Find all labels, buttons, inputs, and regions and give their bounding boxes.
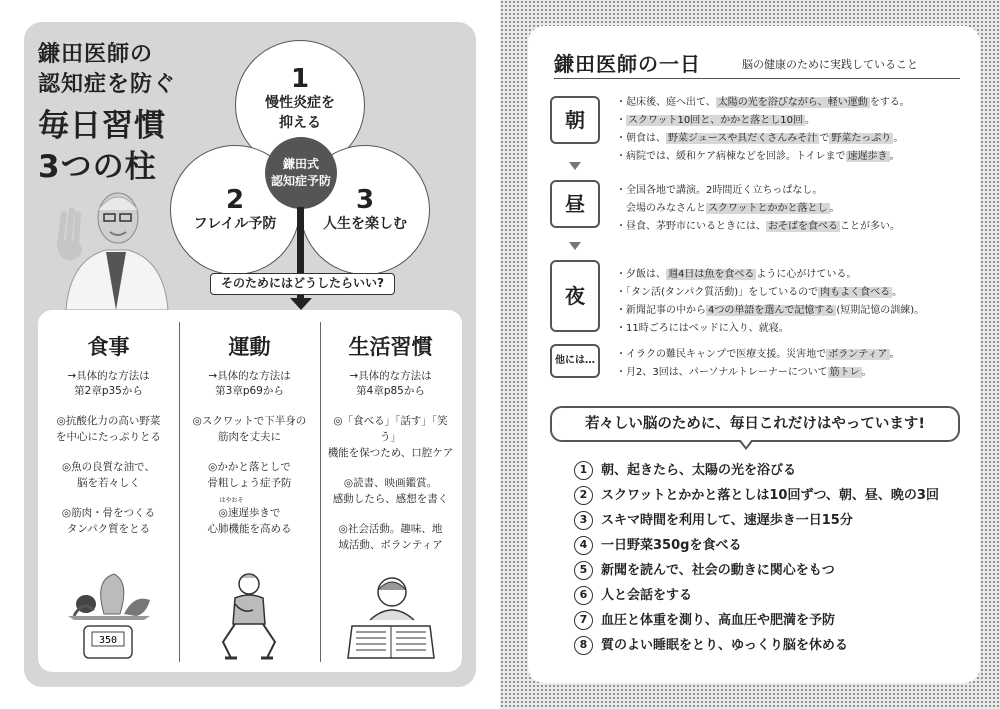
scale-reading: 350 (98, 635, 118, 646)
activity-text: ・11時ごろにはベッドに入り、就寝。 (616, 323, 789, 334)
title-line-2: 認知症を防ぐ (38, 72, 177, 97)
activity-line (616, 148, 966, 166)
rule-number: 7 (574, 611, 593, 630)
tip-item (38, 413, 179, 445)
tip-line: 骨粗しょう症予防 (207, 477, 292, 489)
activity-text: 。 (889, 151, 900, 162)
tip-item (320, 521, 461, 553)
vegetables-scale-illustration (64, 570, 154, 662)
night-label: 夜 (550, 260, 600, 332)
column-exercise (179, 310, 320, 672)
center-badge-line-1: 鎌田式 (282, 157, 319, 171)
list-item (574, 533, 964, 558)
activity-highlight: 肉もよく食べる (820, 287, 891, 298)
activity-line (616, 320, 966, 338)
activity-line (616, 130, 966, 148)
tip-line: ◎魚の良質な油で、 (62, 461, 155, 473)
rule-text: 新聞を読んで、社会の動きに関心をもつ (601, 562, 835, 578)
activity-text: ように心がけている。 (756, 269, 857, 280)
activity-line (616, 284, 966, 302)
rule-number: 4 (574, 536, 593, 555)
newspaper-reading-illustration (346, 570, 436, 662)
rule-number: 5 (574, 561, 593, 580)
other-label: 他には… (550, 344, 600, 378)
activity-highlight: おそばを食べる (768, 221, 838, 232)
column-heading: 生活習慣 (348, 335, 433, 359)
reference-line: 第4章p85から (356, 385, 425, 397)
down-arrow-icon (290, 298, 312, 310)
reference-line: →具体的な方法は (208, 370, 291, 382)
activity-highlight: ボランティア (828, 349, 888, 360)
activity-text: 。 (804, 115, 815, 126)
column-lifestyle (320, 310, 461, 672)
activity-text: ・朝食は、 (616, 133, 666, 144)
title-underline (554, 78, 960, 79)
activity-text: 会場のみなさんと (616, 203, 706, 214)
activity-line (616, 364, 966, 382)
tip-line: 脳を若々しく (77, 477, 140, 489)
right-panel (528, 26, 980, 683)
right-page (500, 0, 1000, 709)
list-item (574, 508, 964, 533)
activity-text: 。 (889, 349, 900, 360)
morning-label: 朝 (550, 96, 600, 144)
column-reference (179, 369, 320, 399)
activity-text: ・病院では、緩和ケア病棟などを回診。トイレまで (616, 151, 846, 162)
activity-highlight: 太陽の光を浴びながら、軽い運動 (717, 97, 868, 108)
tip-line: 感動したら、感想を書く (332, 493, 449, 505)
column-reference (320, 369, 461, 399)
activity-text: ・「タン活(タンパク質活動)」をしているので (616, 287, 819, 298)
tip-item (179, 413, 320, 445)
list-item (574, 558, 964, 583)
doctor-photo (56, 180, 176, 310)
other-activities (616, 346, 966, 382)
daily-rules-list (574, 458, 964, 658)
activity-line (616, 182, 966, 200)
question-banner: そのためにはどうしたらいい? (210, 273, 395, 295)
tip-line: ◎社会活動。趣味、地 (338, 523, 443, 535)
activity-text: ・起床後、庭へ出て、 (616, 97, 716, 108)
rule-text: 血圧と体重を測り、高血圧や肥満を予防 (601, 612, 836, 628)
activity-highlight: 野菜たっぷり (831, 133, 892, 144)
tip-line: 筋肉を丈夫に (218, 431, 281, 443)
list-item (574, 608, 964, 633)
activity-text: で (819, 133, 830, 144)
rule-number: 3 (574, 511, 593, 530)
tip-line: ◎抗酸化力の高い野菜 (56, 415, 161, 427)
activity-line (616, 346, 966, 364)
rule-number: 8 (574, 636, 593, 655)
tip-line: ◎速遅歩きで (218, 507, 281, 519)
activity-text: ・新聞記事の中から (616, 305, 706, 316)
activity-text: ことが多い。 (840, 221, 900, 232)
tip-item (179, 459, 320, 491)
daily-subtitle: 脳の健康のために実践していること (742, 58, 918, 71)
tip-line: ◎スクワットで下半身の (192, 415, 307, 427)
activity-line (616, 302, 966, 320)
activity-highlight: 速遅歩き (847, 151, 888, 162)
tip-line: ◎読書、映画鑑賞。 (343, 477, 438, 489)
reference-line: 第2章p35から (74, 385, 143, 397)
list-item (574, 583, 964, 608)
tip-line: 心肺機能を高める (207, 523, 292, 535)
tip-line: を中心にたっぷりとる (56, 431, 161, 443)
activity-line (616, 112, 966, 130)
list-item (574, 458, 964, 483)
tip-item (38, 505, 179, 537)
tip-line: ◎「食べる」「話す」「笑う」 (333, 415, 448, 443)
activity-line (616, 200, 966, 218)
title-line-4: 3つの柱 (38, 149, 157, 185)
rule-number: 2 (574, 486, 593, 505)
activity-text: 。 (892, 287, 903, 298)
down-triangle-icon (569, 162, 581, 170)
noon-label: 昼 (550, 180, 600, 228)
activity-text: ・月2、3回は、パーソナルトレーナーについて (616, 367, 828, 378)
pillar-label: 人生を楽しむ (323, 216, 407, 232)
reference-line: →具体的な方法は (67, 370, 150, 382)
list-item (574, 633, 964, 658)
list-item (574, 483, 964, 508)
bubble-tail-inner (740, 439, 752, 447)
rule-text: 人と会話をする (601, 587, 693, 603)
pillar-number: 3 (355, 185, 375, 215)
tip-item (320, 413, 461, 461)
pillar-label: 抑える (279, 115, 321, 131)
column-reference (38, 369, 179, 399)
tip-line: タンパク質をとる (66, 523, 151, 535)
daily-title: 鎌田医師の一日 (554, 52, 701, 76)
activity-text: ・昼食、茅野市にいるときには、 (616, 221, 766, 232)
rule-text: 質のよい睡眠をとり、ゆっくり脳を休める (601, 637, 848, 653)
pillar-label: 慢性炎症を (265, 95, 335, 111)
night-activities (616, 266, 966, 338)
activity-text: (短期記憶の訓練)。 (836, 305, 925, 316)
activity-text: ・ (616, 115, 626, 126)
tip-line: ◎かかと落としで (208, 461, 291, 473)
methods-card (38, 310, 462, 672)
down-triangle-icon (569, 242, 581, 250)
activity-text: ・全国各地で講演。2時間近く立ちっぱなし。 (616, 185, 823, 196)
activity-line (616, 266, 966, 284)
activity-highlight: 野菜ジュースや具だくさんみそ汁 (668, 133, 818, 144)
reference-line: →具体的な方法は (349, 370, 432, 382)
morning-activities (616, 94, 966, 166)
activity-highlight: 週4日は魚を食べる (668, 269, 755, 280)
ruby-annotation: はやおそ (219, 497, 244, 504)
noon-activities (616, 182, 966, 236)
rule-text: スキマ時間を利用して、速遅歩き一日15分 (601, 512, 853, 528)
pillar-number: 1 (290, 64, 310, 94)
activity-line (616, 94, 966, 112)
tip-line: 機能を保つため、口腔ケア (327, 447, 454, 459)
activity-text: 。 (893, 133, 904, 144)
activity-highlight: 4つの単語を選んで記憶する (708, 305, 835, 316)
rule-number: 6 (574, 586, 593, 605)
column-heading: 運動 (228, 335, 271, 359)
pillar-number: 2 (225, 185, 245, 215)
pillar-label: フレイル予防 (193, 216, 277, 232)
center-badge-line-2: 認知症予防 (270, 174, 331, 188)
rule-text: スクワットとかかと落としは10回ずつ、朝、昼、晩の3回 (601, 487, 939, 503)
page-title-block (38, 40, 176, 188)
tip-item (38, 459, 179, 491)
title-line-1: 鎌田医師の (38, 42, 154, 67)
activity-text: 。 (829, 203, 840, 214)
activity-line (616, 218, 966, 236)
tip-line: 域活動、ボランティア (338, 539, 443, 551)
tip-item (179, 497, 320, 537)
column-diet (38, 310, 179, 672)
tip-item (320, 475, 461, 507)
rule-text: 一日野菜350gを食べる (601, 537, 742, 553)
rule-number: 1 (574, 461, 593, 480)
title-line-3: 毎日習慣 (38, 108, 166, 144)
activity-highlight: スクワット10回と、かかと落とし10回 (628, 115, 803, 126)
speech-bubble-heading: 若々しい脳のために、毎日これだけはやっています! (550, 406, 960, 442)
center-badge (265, 137, 337, 209)
activity-text: ・イラクの難民キャンプで医療支援。災害地で (616, 349, 827, 360)
activity-text: 。 (861, 367, 872, 378)
reference-line: 第3章p69から (215, 385, 284, 397)
activity-highlight: 筋トレ (829, 367, 860, 378)
activity-text: をする。 (869, 97, 910, 108)
column-heading: 食事 (87, 335, 130, 359)
squat-illustration (205, 570, 295, 662)
activity-highlight: スクワットとかかと落とし (708, 203, 828, 214)
rule-text: 朝、起きたら、太陽の光を浴びる (601, 462, 797, 478)
activity-text: ・夕飯は、 (616, 269, 666, 280)
tip-line: ◎筋肉・骨をつくる (61, 507, 156, 519)
